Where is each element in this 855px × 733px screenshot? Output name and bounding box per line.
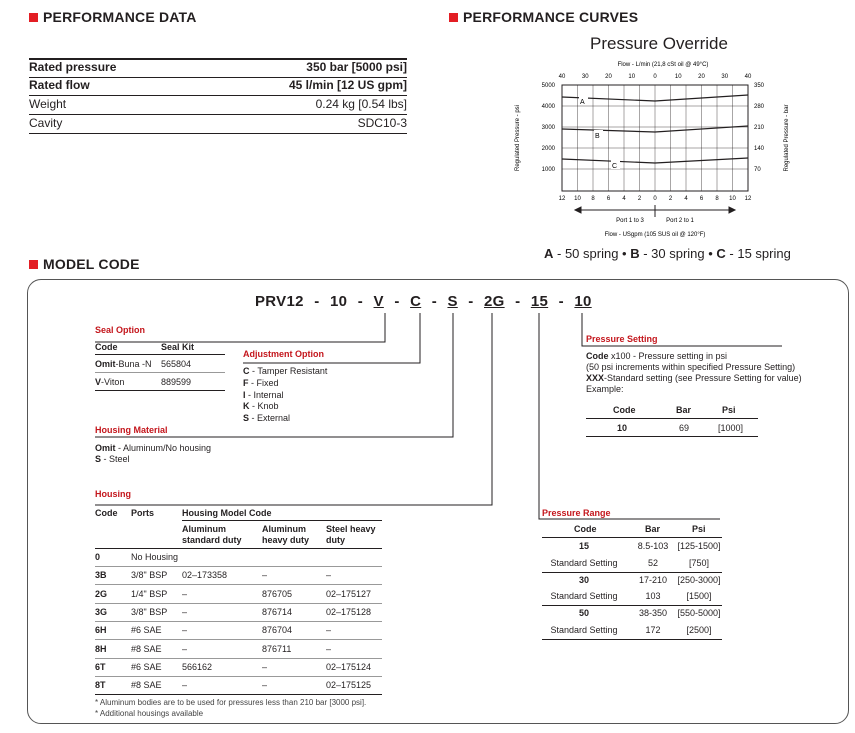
divider [586,436,758,437]
housing-cell-alu-std: 02–173358 [182,570,228,581]
housing-header-steel-hvy: Steel heavy duty [326,524,376,545]
housing-cell-code: 0 [95,552,101,562]
pressure-range-cell-code: Standard Setting [550,591,618,602]
housing-material-row-omit: Omit - Aluminum/No housing [95,443,212,453]
pressure-setting-line-2: (50 psi increments within specified Pressure Setting) [586,362,796,372]
pressure-range-cell-bar: 38-350 [638,608,668,619]
pressure-range-cell-code: Standard Setting [550,625,618,635]
left-tick-label: 5000 [541,83,555,89]
seal-row-viton: V-Viton [95,377,125,387]
pressure-setting-example-psi: [1000] [718,423,744,433]
divider [95,584,382,585]
code-separator: - [515,293,521,310]
housing-cell-ports: #8 SAE [131,643,162,654]
bottom-tick-label: 6 [606,196,611,202]
top-tick-label: 0 [653,74,657,80]
divider [542,639,722,640]
adjustment-row-k: K - Knob [243,401,279,411]
divider [95,676,382,677]
bottom-tick-label: 2 [668,196,673,202]
housing-cell-alu-hvy: 876714 [262,606,293,617]
adjustment-row-c: C - Tamper Resistant [243,366,328,376]
pressure-setting-line-1: Code x100 - Pressure setting in psi [586,351,728,361]
housing-cell-code: 3B [95,570,107,581]
divider [95,621,382,622]
housing-header-model: Housing Model Code [182,508,272,518]
code-series: PRV12 [255,293,304,310]
pressure-range-cell-psi: [1500] [686,591,712,602]
pressure-range-cell-psi: [250-3000] [677,574,721,585]
housing-cell-alu-std: – [182,680,188,691]
housing-cell-alu-hvy: 876704 [262,625,293,636]
pressure-range-header-code: Code [574,524,597,534]
rated-flow-value: 45 l/min [12 US gpm] [288,78,407,92]
housing-cell-alu-std: – [182,606,188,617]
bottom-tick-label: 12 [744,196,752,202]
divider [95,603,382,604]
left-tick-label: 4000 [541,104,555,110]
top-tick-label: 10 [628,74,636,80]
pressure-setting-line-4: Example: [586,384,624,394]
code-separator: - [394,293,400,310]
pressure-range-cell-bar: 103 [645,591,661,602]
divider [95,354,225,355]
pressure-setting-header-code: Code [613,405,636,415]
spring-legend: A - 50 spring • B - 30 spring • C - 15 spring [544,246,791,261]
performance-data-heading: PERFORMANCE DATA [29,9,197,25]
right-tick-label: 140 [754,146,765,152]
housing-cell-alu-std: – [182,625,188,636]
seal-option-title: Seal Option [95,325,146,335]
port-1-to-3-label: Port 1 to 3 [616,218,644,224]
housing-cell-ports: #8 SAE [131,680,162,691]
top-tick-label: 20 [698,74,705,80]
divider [95,390,225,391]
right-axis-label: Regulated Pressure - bar [784,104,790,172]
housing-cell-alu-std: – [182,588,188,599]
divider [542,537,722,538]
adjustment-option-title: Adjustment Option [243,349,324,359]
divider [95,658,382,659]
left-tick-label: 2000 [541,146,555,152]
right-tick-label: 210 [754,125,765,131]
seal-kit-buna: 565804 [161,359,192,369]
housing-cell-steel: – [326,643,332,654]
code-separator: - [558,293,564,310]
right-tick-label: 280 [754,104,765,110]
code-housing-material: S [447,293,458,310]
pressure-range-cell-bar: 52 [647,557,658,568]
pressure-range-header-psi: Psi [692,524,706,534]
housing-cell-code: 2G [95,588,108,599]
housing-cell-ports: No Housing [131,552,179,562]
rated-pressure-label: Rated pressure [29,60,117,74]
housing-cell-alu-hvy: 876705 [262,588,293,599]
top-tick-label: 10 [674,74,682,80]
housing-note-1: * Aluminum bodies are to be used for pressures less than 210 bar [3000 psi]. [95,698,367,707]
curve-label-b: B [595,133,600,140]
weight-label: Weight [29,97,67,111]
code-housing: 2G [484,293,505,310]
housing-cell-alu-std: 566162 [182,661,213,672]
housing-cell-ports: 1/4" BSP [131,588,168,599]
adjustment-row-s: S - External [243,413,291,423]
housing-cell-ports: #6 SAE [131,661,162,672]
bottom-tick-label: 6 [699,196,704,202]
code-separator: - [468,293,474,310]
bottom-tick-label: 8 [715,196,719,202]
cavity-label: Cavity [29,116,63,130]
pressure-range-cell-code: 50 [578,608,589,619]
housing-cell-alu-hvy: 876711 [262,643,292,654]
adjustment-row-i: I - Internal [243,390,284,400]
pressure-range-header-bar: Bar [645,524,661,534]
pressure-setting-header-bar: Bar [676,405,692,415]
code-pressure-range: 15 [530,293,549,310]
housing-cell-ports: 3/8" BSP [131,570,168,581]
rated-pressure-value: 350 bar [5000 psi] [306,60,407,74]
code-size: 10 [330,293,348,310]
right-tick-label: 350 [754,83,765,89]
seal-row-omit: Omit-Buna -N [95,359,152,369]
housing-cell-alu-hvy: – [262,570,268,581]
housing-cell-steel: 02–175127 [326,588,372,599]
housing-cell-ports: 3/8" BSP [131,606,168,617]
housing-cell-code: 6H [95,625,107,636]
code-seal: V [373,293,384,310]
housing-cell-ports: #6 SAE [131,625,162,636]
curve-label-c: C [612,163,618,170]
pressure-setting-line-3: XXX-Standard setting (see Pressure Setting for value) [586,373,802,383]
seal-header-kit: Seal Kit [161,342,195,352]
pressure-setting-example-bar: 69 [679,423,690,433]
housing-cell-steel: – [326,625,332,636]
top-tick-label: 40 [744,74,752,80]
housing-cell-code: 8T [95,680,106,691]
right-tick-label: 70 [754,167,761,173]
chart-title: Pressure Override [590,34,728,53]
bottom-tick-label: 4 [684,196,688,202]
divider [95,566,382,567]
bottom-axis-label: Flow - USgpm (105 SUS oil @ 120°F) [604,232,706,238]
divider [95,639,382,640]
top-tick-label: 30 [721,74,729,80]
top-axis-label: Flow - L/min (21,8 cSt oil @ 49°C) [617,62,709,68]
housing-cell-code: 3G [95,606,108,617]
housing-material-row-s: S - Steel [95,454,130,464]
housing-cell-steel: 02–175125 [326,680,372,691]
performance-curves-heading: PERFORMANCE CURVES [449,9,638,25]
adjustment-row-f: F - Fixed [243,378,279,388]
bottom-tick-label: 10 [729,196,736,202]
top-tick-label: 40 [558,74,566,80]
housing-header-ports: Ports [131,508,155,518]
bottom-tick-label: 2 [637,196,642,202]
top-tick-label: 30 [581,74,589,80]
housing-cell-code: 8H [95,643,107,654]
divider [95,372,225,373]
curve-label-a: A [580,99,585,106]
model-code-heading: MODEL CODE [29,256,140,272]
housing-material-title: Housing Material [95,425,168,435]
housing-cell-alu-std: – [182,643,188,654]
rated-flow-label: Rated flow [29,78,90,92]
bottom-tick-label: 4 [622,196,626,202]
housing-cell-code: 6T [95,661,106,672]
port-2-to-1-label: Port 2 to 1 [666,218,694,224]
pressure-range-title: Pressure Range [542,508,611,518]
housing-header-alu-hvy: Aluminum heavy duty [262,524,310,545]
bottom-tick-label: 10 [574,196,581,202]
left-tick-label: 3000 [541,125,555,131]
bottom-tick-label: 0 [653,196,657,202]
pressure-setting-header-psi: Psi [722,405,736,415]
bottom-tick-label: 8 [591,196,595,202]
bottom-tick-label: 12 [558,196,566,202]
pressure-range-cell-psi: [750] [688,557,710,568]
code-adjustment: C [410,293,422,310]
seal-kit-viton: 889599 [161,377,192,387]
pressure-setting-example-code: 10 [617,423,628,433]
pressure-range-cell-bar: 8.5-103 [637,541,669,551]
top-tick-label: 20 [605,74,612,80]
pressure-range-cell-psi: [125-1500] [677,541,721,551]
code-pressure-setting: 10 [574,293,592,310]
weight-value: 0.24 kg [0.54 lbs] [315,97,407,111]
housing-cell-alu-hvy: – [262,661,268,672]
divider [542,572,722,573]
code-separator: - [431,293,437,310]
housing-cell-steel: – [326,570,332,581]
pressure-range-cell-psi: [550-5000] [677,608,721,619]
housing-header-code: Code [95,508,118,518]
housing-title: Housing [95,489,131,499]
divider [542,605,722,606]
housing-cell-steel: 02–175124 [326,661,372,672]
left-tick-label: 1000 [541,167,555,173]
housing-note-2: * Additional housings available [95,709,204,718]
seal-header-code: Code [95,342,118,352]
code-separator: - [357,293,364,310]
housing-cell-alu-hvy: – [262,680,268,691]
pressure-range-cell-bar: 17-210 [638,574,668,585]
pressure-range-cell-code: Standard Setting [550,557,618,568]
cavity-value: SDC10-3 [357,116,407,130]
pressure-range-cell-bar: 172 [645,625,661,635]
divider [95,548,382,549]
pressure-range-cell-code: 30 [578,574,589,585]
divider [182,520,382,521]
code-separator: - [314,293,320,310]
left-axis-label: Regulated Pressure - psi [515,104,521,172]
divider [95,694,382,695]
pressure-range-cell-psi: [2500] [686,625,712,635]
pressure-range-cell-code: 15 [578,541,589,551]
housing-header-alu-std: Aluminum standard duty [182,524,242,545]
divider [586,418,758,419]
pressure-setting-title: Pressure Setting [586,334,658,344]
housing-cell-steel: 02–175128 [326,606,372,617]
